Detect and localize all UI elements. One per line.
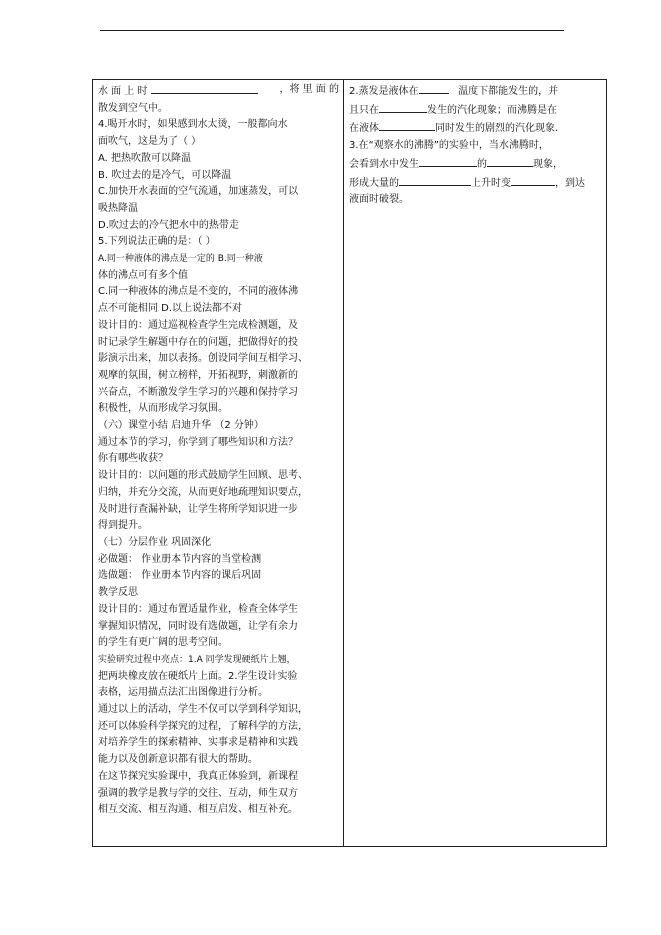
section-heading: （七）分层作业 巩固深化 [98, 536, 212, 548]
text-line: 还可以体验科学探究的过程，了解科学的方法， [98, 720, 308, 732]
text-line: 得到提升。 [98, 520, 148, 532]
option-d: D.吹过去的冷气把水中的热带走 [98, 219, 239, 231]
text-line: 积极性，从而形成学习氛围。 [98, 403, 228, 415]
text-line: 归纳，并充分交流，从而更好地疏理知识要点， [98, 486, 308, 498]
text-line: 选做题： 作业册本节内容的课后巩固 [98, 570, 262, 582]
question-2-line: 2.蒸发是液体在 温度下都能发生的，并 [349, 82, 602, 101]
text-line: 影演示出来，加以表扬。创设同学间互相学习、 [98, 353, 308, 365]
text-line: 及时进行查漏补缺，让学生将所学知识进一步 [98, 503, 298, 515]
text-line: 液面时破裂。 [349, 194, 409, 206]
text-line: 面吹气，这是为了（ ） [98, 136, 202, 148]
option-d: 点不可能相同 D.以上说法都不对 [98, 303, 243, 315]
option-a-b: A.同一种液体的沸点是一定的 B.同一种液 [98, 254, 263, 265]
question-5-line: 5.下列说法正确的是：（ ） [98, 236, 216, 248]
section-heading: （六）课堂小结 启迪升华 （2 分钟） [98, 420, 264, 432]
text-line: 设计目的：通过巡视检查学生完成检测题，及 [98, 319, 298, 331]
question-3-line: 3.在“观察水的沸腾”的实验中，当水沸腾时， [349, 140, 549, 152]
fill-blank [379, 119, 435, 131]
text-line: 掌握知识情况，同时设有选做题，让学有余力 [98, 620, 298, 632]
fill-blank [379, 101, 427, 113]
text-line: 在这节探究实验课中，我真正体验到，新课程 [98, 770, 298, 782]
text-line: 的学生有更广阔的思考空间。 [98, 637, 228, 649]
fill-blank [419, 155, 477, 167]
option-c: C.同一种液体的沸点是不变的，不同的液体沸 [98, 286, 299, 298]
text-line: 强调的教学是教与学的交往、互动，师生双方 [98, 787, 298, 799]
text-line: 设计目的：以问题的形式鼓励学生回顾、思考、 [98, 470, 308, 482]
text-line: 必做题： 作业册本节内容的当堂检测 [98, 553, 262, 565]
text-line: 形成大量的 上升时变 ，到达 [349, 174, 602, 193]
text-line: 散发到空气中。 [98, 102, 168, 114]
text-line: 时记录学生解题中存在的问题，把做得好的投 [98, 336, 298, 348]
text-line: 且只在 发生的汽化现象；而沸腾是在 [349, 101, 602, 120]
right-column [344, 80, 606, 846]
fill-blank [399, 174, 471, 186]
text-line: 相互交流、相互沟通、相互启发、相互补充。 [98, 804, 298, 816]
left-column [93, 80, 344, 846]
text-line: 教学反思 [98, 587, 138, 599]
text-line: 设计目的：通过布置适量作业，检查全体学生 [98, 603, 298, 615]
text-line: 水 面 上 时 ，将 里 面 的 [98, 84, 339, 97]
document-table [92, 79, 607, 847]
text-line: 在液体 同时发生的剧烈的汽化现象. [349, 119, 602, 138]
fill-blank [419, 82, 449, 94]
fill-blank [151, 82, 258, 94]
question-4-line: 4.喝开水时，如果感到水太烫，一般都向水 [98, 119, 288, 131]
text-line: 能力以及创新意识都有很大的帮助。 [98, 754, 258, 766]
option-b: B. 吹过去的是冷气，可以降温 [98, 169, 232, 181]
text-line: 对培养学生的探索精神、实事求是精神和实践 [98, 737, 298, 749]
text-line: 通过本节的学习，你学到了哪些知识和方法？ [98, 436, 298, 448]
text-line: 把两块橡皮放在硬纸片上面。2.学生设计实验 [98, 670, 298, 682]
fill-blank [487, 155, 533, 167]
text-line: 吸热降温 [98, 202, 138, 214]
text-line: 体的沸点可有多个值 [98, 269, 188, 281]
header-rule [100, 30, 564, 31]
option-a: A. 把热吹散可以降温 [98, 152, 192, 164]
text-line: 兴奋点，不断激发学生学习的兴趣和保持学习 [98, 386, 298, 398]
text-line: 观摩的氛围，树立榜样，开拓视野，刺激新的 [98, 369, 298, 381]
text-line: 实验研究过程中亮点：1.A 同学发现硬纸片上翘， [98, 654, 296, 665]
fill-blank [511, 174, 555, 186]
text-line: 表格，运用描点法汇出图像进行分析。 [98, 687, 268, 699]
option-c: C.加快开水表面的空气流通，加速蒸发，可以 [98, 186, 299, 198]
text-line: 会看到水中发生 的 现象， [349, 155, 602, 174]
text-line: 你有哪些收获？ [98, 453, 168, 465]
text-line: 通过以上的活动，学生不仅可以学到科学知识， [98, 704, 308, 716]
